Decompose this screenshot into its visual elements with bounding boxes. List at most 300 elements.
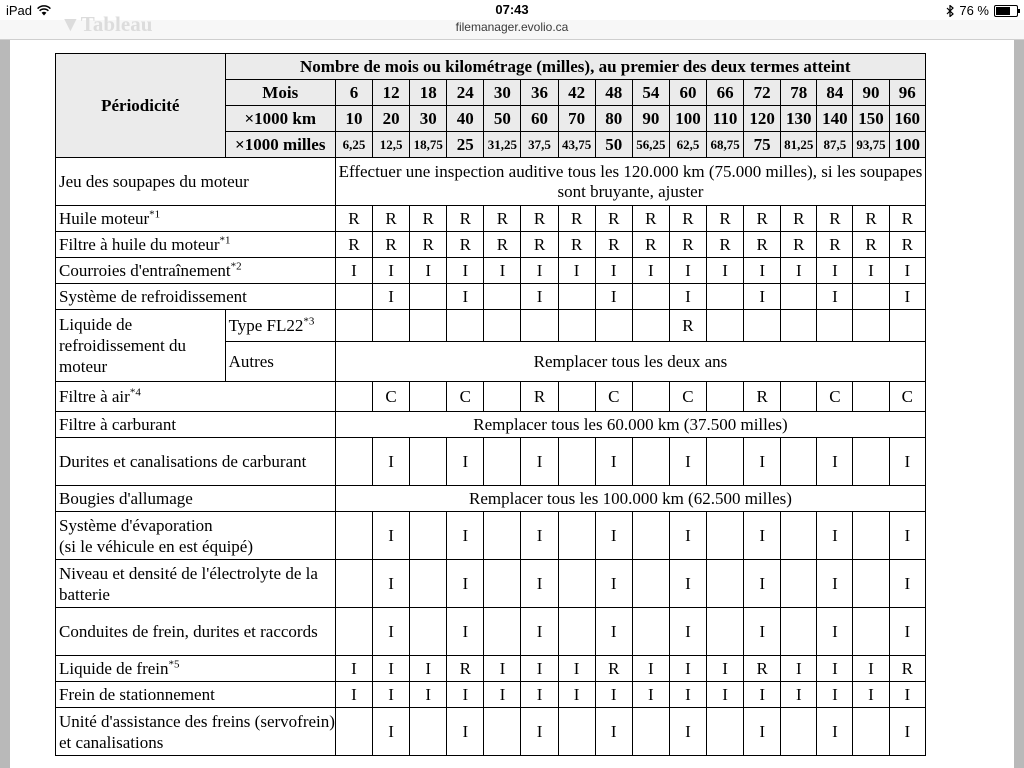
value-cell: C [817,382,853,412]
value-cell [707,310,744,342]
value-cell: R [781,232,817,258]
table-row-spark-plugs [56,486,926,512]
row-label: Unité d'assistance des freins (servofrein) et canalisations [56,708,336,756]
value-cell: R [335,206,372,232]
month-cell: 42 [558,80,595,106]
value-cell: R [595,656,632,682]
km-cell: 30 [410,106,447,132]
value-cell: I [817,438,853,486]
value-cell: I [744,512,781,560]
value-cell: I [669,258,706,284]
row-label: Durites et canalisations de carburant [56,438,336,486]
value-cell [335,608,372,656]
row-label: Bougies d'allumage [56,486,336,512]
value-cell: I [521,656,558,682]
value-cell [632,708,669,756]
value-cell [632,284,669,310]
miles-cell: 68,75 [707,132,744,158]
value-cell: I [632,682,669,708]
clock: 07:43 [495,2,529,17]
value-cell [558,438,595,486]
table-row-cooling [56,284,926,310]
value-cell: I [669,656,706,682]
value-cell [335,512,372,560]
row-label: Filtre à carburant [56,412,336,438]
value-cell: R [744,656,781,682]
value-cell [410,284,447,310]
value-cell: I [484,258,521,284]
value-cell: I [781,682,817,708]
value-cell: I [744,682,781,708]
table-row-battery [56,560,926,608]
km-cell: 20 [373,106,410,132]
value-cell: I [373,438,410,486]
value-cell [707,284,744,310]
url-text[interactable]: filemanager.evolio.ca [455,20,569,34]
month-cell: 30 [484,80,521,106]
table-row-fuel-filter [56,412,926,438]
value-cell: I [373,560,410,608]
value-cell [484,512,521,560]
value-cell: R [707,206,744,232]
miles-label: ×1000 milles [225,132,335,158]
table-row-belts [56,258,926,284]
value-cell: I [669,284,706,310]
value-cell: I [817,512,853,560]
value-cell [335,284,372,310]
value-cell [484,382,521,412]
value-cell: R [669,310,706,342]
value-cell: I [447,258,484,284]
value-cell: I [521,560,558,608]
value-cell [558,382,595,412]
km-cell: 160 [889,106,925,132]
table-row-evap [56,512,926,560]
value-cell [558,512,595,560]
value-cell: I [853,258,889,284]
row-label-text: Huile moteur [59,209,150,228]
value-cell: C [669,382,706,412]
value-cell [853,608,889,656]
month-cell: 78 [781,80,817,106]
table-row-brake-lines [56,608,926,656]
value-cell: I [707,258,744,284]
value-cell: I [521,284,558,310]
value-cell: I [521,682,558,708]
periodicity-header: Périodicité [56,54,226,158]
row-label: Frein de stationnement [56,682,336,708]
maintenance-table [55,53,926,756]
value-cell: R [853,232,889,258]
miles-cell: 18,75 [410,132,447,158]
value-cell: R [817,232,853,258]
value-cell [410,560,447,608]
value-cell: I [889,438,925,486]
value-cell: I [632,258,669,284]
value-cell: I [632,656,669,682]
value-cell: I [817,258,853,284]
value-cell [447,310,484,342]
miles-cell: 100 [889,132,925,158]
value-cell: I [595,512,632,560]
value-cell: I [521,438,558,486]
value-cell [781,608,817,656]
value-cell: I [744,608,781,656]
value-cell: I [373,608,410,656]
miles-cell: 87,5 [817,132,853,158]
value-cell: I [335,656,372,682]
value-cell: I [817,284,853,310]
value-cell [410,708,447,756]
table-row-brake-fluid [56,656,926,682]
value-cell [817,310,853,342]
km-cell: 110 [707,106,744,132]
row-label-line1: Système d'évaporation [59,515,213,535]
device-name: iPad [6,3,33,18]
value-cell: C [447,382,484,412]
miles-cell: 50 [595,132,632,158]
value-cell: I [595,284,632,310]
value-cell: R [447,232,484,258]
value-cell: R [447,656,484,682]
km-cell: 80 [595,106,632,132]
value-cell [335,382,372,412]
value-cell [484,310,521,342]
km-label: ×1000 km [225,106,335,132]
value-cell: C [373,382,410,412]
month-cell: 84 [817,80,853,106]
value-cell: I [669,708,706,756]
value-cell [853,382,889,412]
document-page [10,40,1014,768]
km-cell: 150 [853,106,889,132]
span-note: Remplacer tous les deux ans [335,342,925,382]
months-label: Mois [225,80,335,106]
value-cell [853,438,889,486]
row-label [56,656,336,682]
value-cell [632,512,669,560]
value-cell: I [484,682,521,708]
row-label: Liquide de refroidissement du moteur [56,310,226,382]
value-cell: R [669,232,706,258]
value-cell [632,310,669,342]
value-cell: I [707,656,744,682]
url-bar[interactable] [0,12,1024,40]
value-cell: R [889,232,925,258]
value-cell: I [410,258,447,284]
km-cell: 60 [521,106,558,132]
month-cell: 36 [521,80,558,106]
value-cell: R [521,232,558,258]
value-cell: R [853,206,889,232]
value-cell [853,708,889,756]
month-cell: 6 [335,80,372,106]
value-cell [410,310,447,342]
value-cell [558,708,595,756]
month-cell: 96 [889,80,925,106]
value-cell: R [335,232,372,258]
value-cell: I [373,284,410,310]
row-label-line2: (si le véhicule en est équipé) [59,536,254,556]
value-cell: R [595,232,632,258]
value-cell [853,512,889,560]
value-cell: I [335,682,372,708]
value-cell [781,438,817,486]
value-cell [410,512,447,560]
value-cell [853,310,889,342]
km-cell: 10 [335,106,372,132]
value-cell: I [744,438,781,486]
value-cell: I [889,512,925,560]
km-cell: 70 [558,106,595,132]
value-cell: I [373,258,410,284]
value-cell [484,608,521,656]
value-cell [484,708,521,756]
value-cell [558,284,595,310]
value-cell: R [669,206,706,232]
battery-percent: 76 % [959,3,989,18]
row-label: Conduites de frein, durites et raccords [56,608,336,656]
value-cell [373,310,410,342]
row-label [56,206,336,232]
value-cell [707,608,744,656]
span-note: Remplacer tous les 100.000 km (62.500 milles) [335,486,925,512]
month-cell: 90 [853,80,889,106]
value-cell: I [373,682,410,708]
value-cell: R [521,382,558,412]
value-cell [484,284,521,310]
value-cell: I [521,512,558,560]
miles-cell: 75 [744,132,781,158]
table-row-oil [56,206,926,232]
sub-label: Autres [225,342,335,382]
value-cell [853,284,889,310]
value-cell: I [669,438,706,486]
value-cell: I [521,708,558,756]
value-cell: I [447,560,484,608]
table-row-air-filter [56,382,926,412]
value-cell: I [558,656,595,682]
km-cell: 120 [744,106,781,132]
value-cell: I [558,258,595,284]
table-row-oil-filter [56,232,926,258]
value-cell: I [817,560,853,608]
value-cell [781,708,817,756]
value-cell: R [744,206,781,232]
header-row-title [56,54,926,80]
value-cell: I [410,682,447,708]
value-cell: I [744,284,781,310]
span-note: Effectuer une inspection auditive tous les 120.000 km (75.000 milles), si les soupapes sont bruyante, ajuster [335,158,925,206]
value-cell: I [669,608,706,656]
value-cell [781,512,817,560]
value-cell: I [781,258,817,284]
value-cell: R [521,206,558,232]
value-cell: I [889,258,925,284]
footnote-ref: *1 [219,234,231,247]
km-cell: 100 [669,106,706,132]
value-cell: R [632,206,669,232]
table-row-parking-brake [56,682,926,708]
miles-cell: 37,5 [521,132,558,158]
value-cell [595,310,632,342]
value-cell: R [889,206,925,232]
row-label-text: Courroies d'entraînement [59,261,231,280]
value-cell: R [484,232,521,258]
value-cell: I [373,656,410,682]
value-cell [853,560,889,608]
value-cell [558,608,595,656]
value-cell: I [889,608,925,656]
value-cell [707,560,744,608]
value-cell: I [447,438,484,486]
value-cell: R [707,232,744,258]
value-cell: I [335,258,372,284]
value-cell: I [447,608,484,656]
value-cell: I [595,682,632,708]
sub-label [225,310,335,342]
value-cell [632,382,669,412]
value-cell [707,438,744,486]
row-label [56,258,336,284]
value-cell: I [595,708,632,756]
footnote-ref: *1 [149,208,161,221]
miles-cell: 43,75 [558,132,595,158]
table-row-coolant-type [56,310,926,342]
sub-label-text: Type FL22 [228,316,304,335]
value-cell [335,438,372,486]
value-cell: R [595,206,632,232]
month-cell: 24 [447,80,484,106]
month-cell: 18 [410,80,447,106]
status-right [946,3,1018,18]
value-cell [889,310,925,342]
value-cell: R [632,232,669,258]
miles-cell: 12,5 [373,132,410,158]
value-cell: I [707,682,744,708]
row-label [56,382,336,412]
value-cell: R [410,206,447,232]
footnote-ref: *4 [129,386,141,399]
value-cell: I [410,656,447,682]
value-cell: R [744,382,781,412]
month-cell: 12 [373,80,410,106]
row-label: Niveau et densité de l'électrolyte de la batterie [56,560,336,608]
bluetooth-icon [946,5,954,17]
value-cell: R [447,206,484,232]
value-cell [410,438,447,486]
value-cell: I [817,682,853,708]
value-cell: I [669,560,706,608]
value-cell: I [447,284,484,310]
value-cell: R [373,232,410,258]
value-cell: I [889,708,925,756]
miles-cell: 81,25 [781,132,817,158]
value-cell: I [447,708,484,756]
row-label-text: Filtre à huile du moteur [59,235,220,254]
ghost-title: ▼Tableau [60,12,153,36]
value-cell: I [817,708,853,756]
value-cell [335,310,372,342]
value-cell: C [595,382,632,412]
miles-cell: 25 [447,132,484,158]
footnote-ref: *3 [303,315,315,328]
value-cell: I [889,682,925,708]
value-cell: I [484,656,521,682]
table-row-valve [56,158,926,206]
span-note: Remplacer tous les 60.000 km (37.500 milles) [335,412,925,438]
value-cell: R [889,656,925,682]
km-cell: 140 [817,106,853,132]
value-cell: I [373,512,410,560]
month-cell: 72 [744,80,781,106]
value-cell [335,560,372,608]
value-cell: I [744,708,781,756]
value-cell [335,708,372,756]
value-cell [632,608,669,656]
table-row-fuel-lines [56,438,926,486]
value-cell [410,382,447,412]
row-label-text: Liquide de frein [59,659,169,678]
value-cell [707,382,744,412]
value-cell [707,512,744,560]
value-cell: I [853,656,889,682]
km-cell: 130 [781,106,817,132]
value-cell: R [817,206,853,232]
value-cell: I [889,284,925,310]
value-cell [781,284,817,310]
value-cell: I [595,258,632,284]
value-cell [781,310,817,342]
month-cell: 60 [669,80,706,106]
value-cell: R [744,232,781,258]
value-cell [632,438,669,486]
table-body [56,54,926,756]
value-cell [521,310,558,342]
month-cell: 54 [632,80,669,106]
header-title: Nombre de mois ou kilométrage (milles), au premier des deux termes atteint [225,54,925,80]
miles-cell: 93,75 [853,132,889,158]
value-cell: I [595,560,632,608]
value-cell: R [558,206,595,232]
value-cell: R [373,206,410,232]
value-cell [558,310,595,342]
value-cell [632,560,669,608]
value-cell [707,708,744,756]
km-cell: 90 [632,106,669,132]
row-label [56,512,336,560]
value-cell: I [521,258,558,284]
km-cell: 50 [484,106,521,132]
row-label: Jeu des soupapes du moteur [56,158,336,206]
footnote-ref: *2 [230,260,242,273]
value-cell: I [744,560,781,608]
km-cell: 40 [447,106,484,132]
miles-cell: 62,5 [669,132,706,158]
value-cell: I [595,438,632,486]
value-cell: I [558,682,595,708]
value-cell: C [889,382,925,412]
value-cell: R [558,232,595,258]
row-label [56,232,336,258]
miles-cell: 31,25 [484,132,521,158]
value-cell [744,310,781,342]
value-cell: I [447,512,484,560]
value-cell: I [669,512,706,560]
value-cell: R [484,206,521,232]
value-cell [781,560,817,608]
row-label: Système de refroidissement [56,284,336,310]
